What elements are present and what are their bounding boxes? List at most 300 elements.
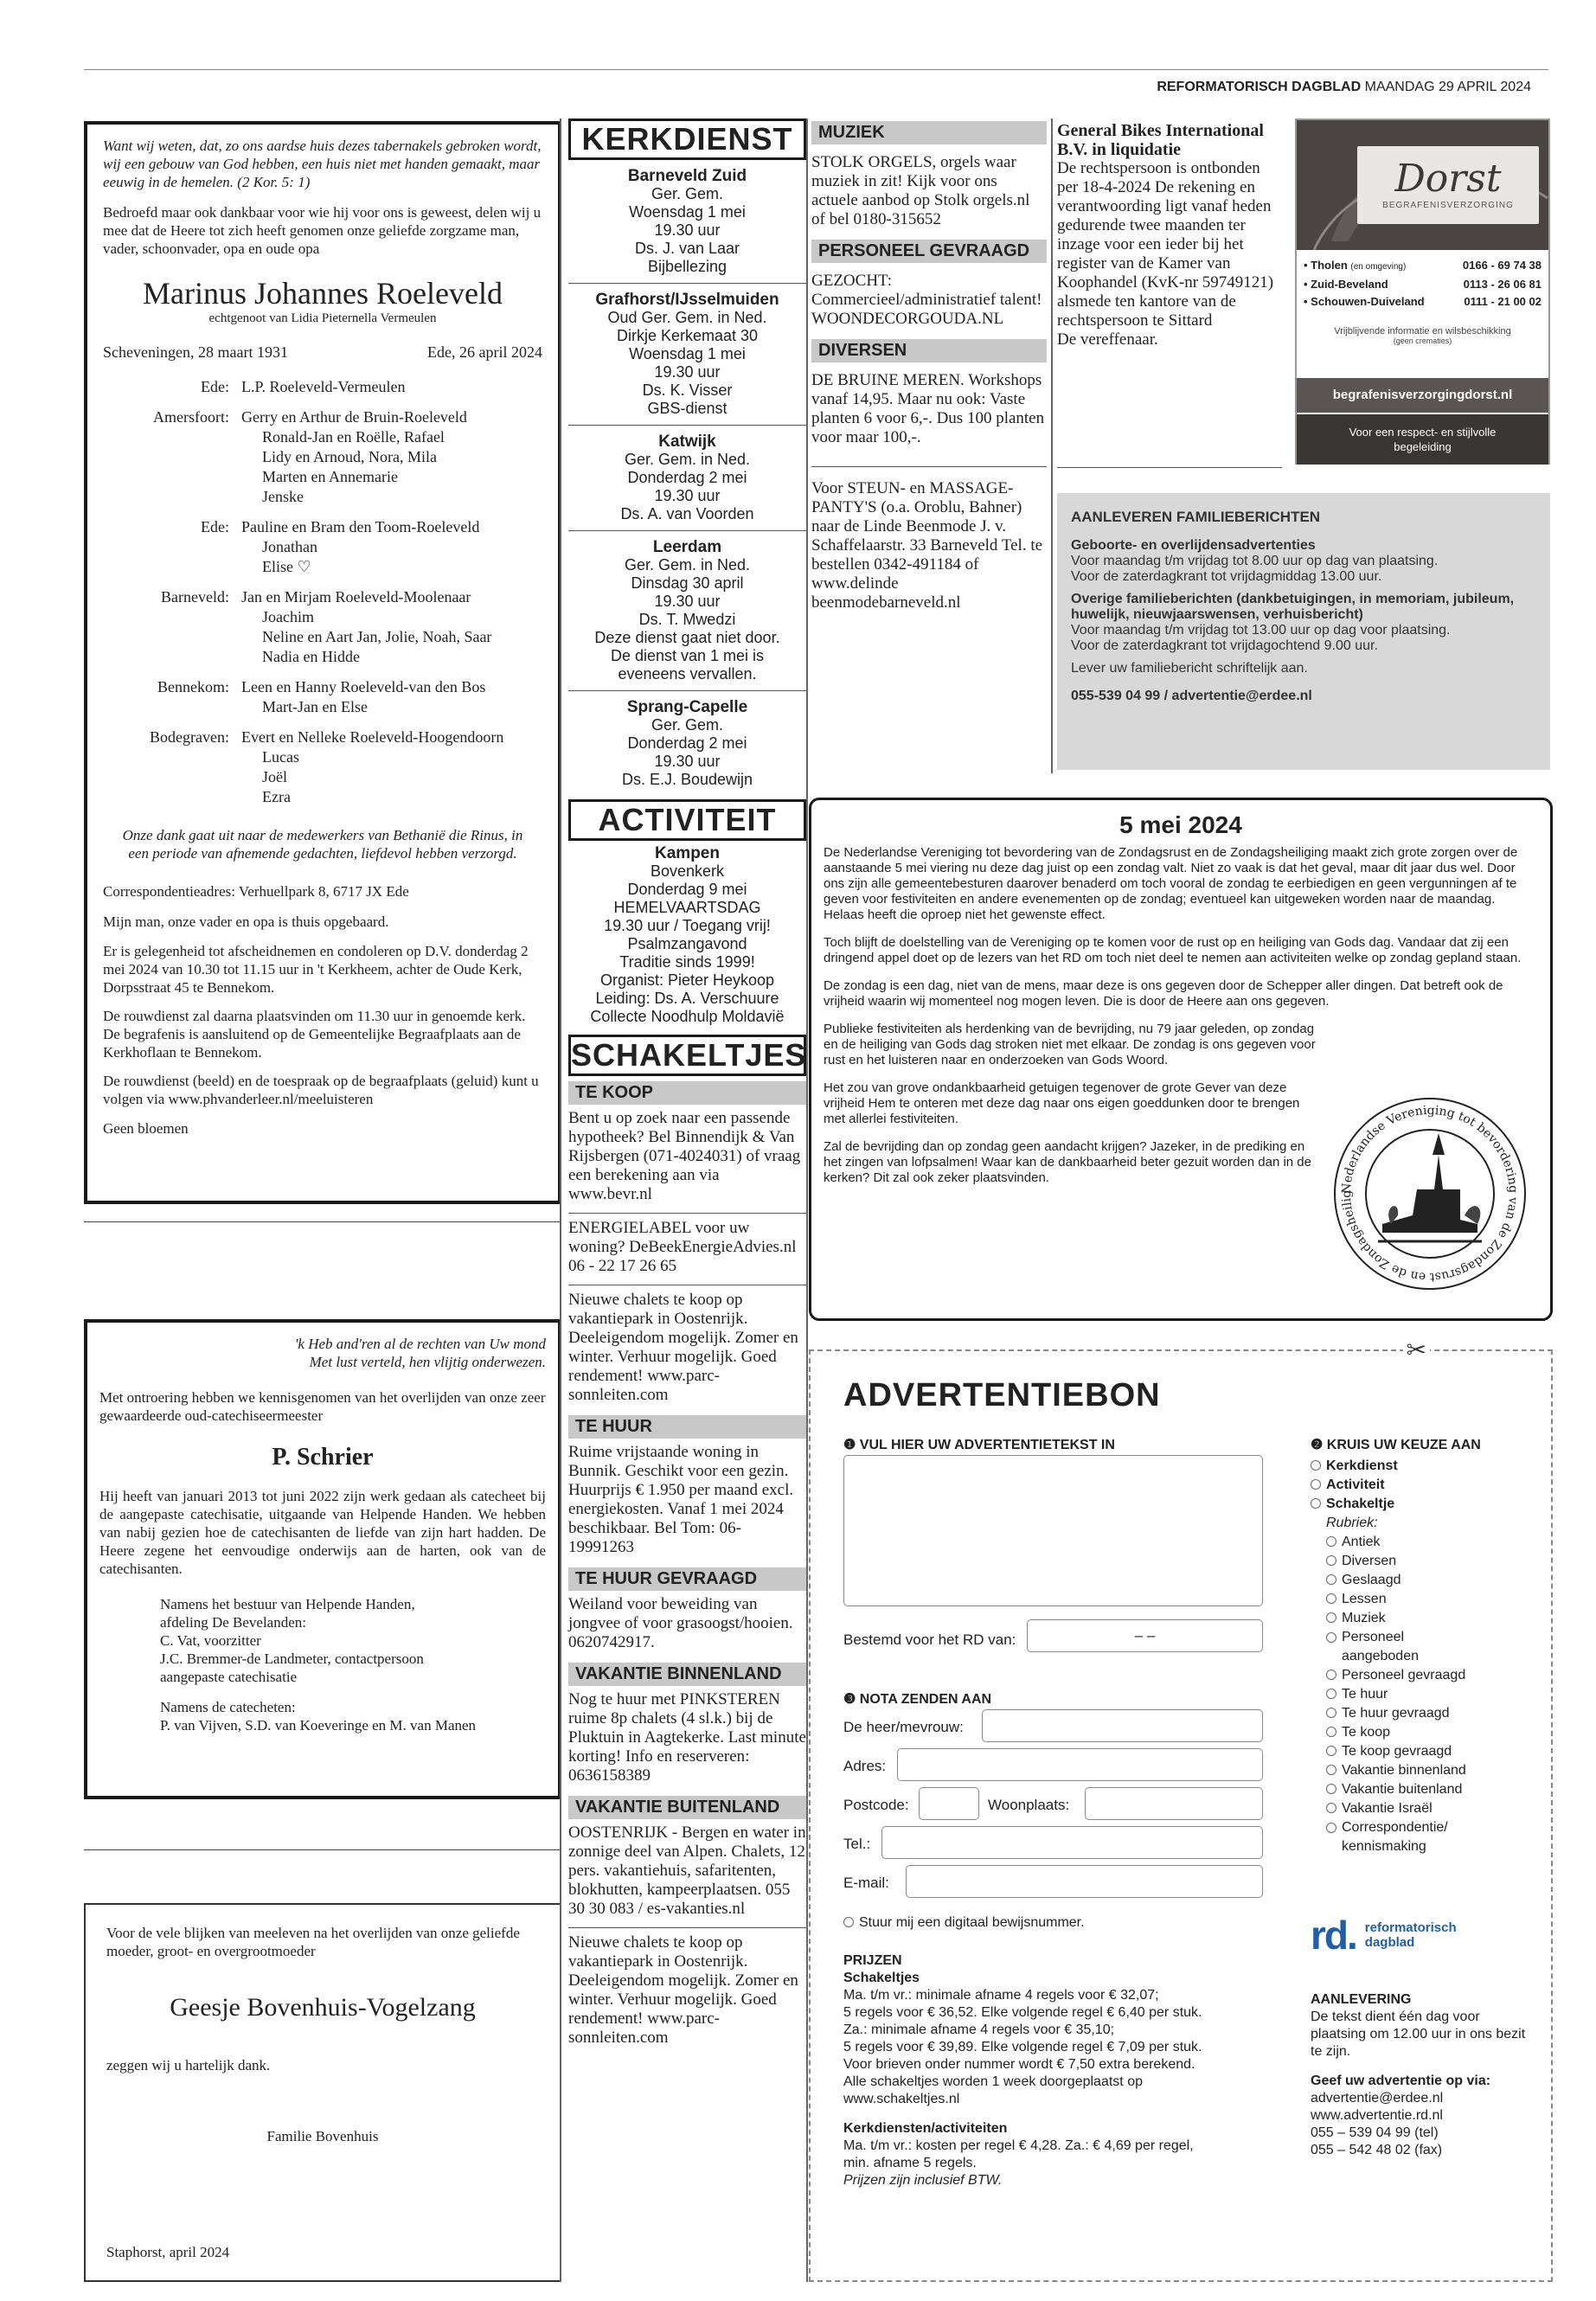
classified-ad: ENERGIELABEL voor uw woning? DeBeekEnergieAdvies.nl 06 - 22 17 26 65 <box>568 1219 797 1275</box>
name-input[interactable] <box>982 1709 1263 1742</box>
radio-icon[interactable] <box>1326 1632 1336 1643</box>
service-line: Ds. A. van Voorden <box>620 505 754 522</box>
rubriek-option[interactable] <box>1326 1590 1544 1609</box>
info-line: (geen crematies) <box>1393 336 1452 345</box>
dorst-ad <box>1295 119 1550 465</box>
rubriek-option[interactable] <box>1326 1609 1544 1628</box>
contact-line: www.advertentie.rd.nl <box>1311 2108 1443 2123</box>
divider <box>84 1221 561 1222</box>
signature-line: Namens het bestuur van Helpende Handen, <box>160 1596 415 1612</box>
phone-row <box>1304 293 1542 311</box>
notice-paragraph: Zal de bevrijding dan op zondag geen aandacht krijgen? Jazeker, in de prediking en het zingen van lofpsalmen! Waar kan de dankbaarheid beter gezuit worden dan in de kerken? Dit zal ook zeker plaatsvinden. <box>824 1139 1311 1185</box>
signature-line: P. van Vijven, S.D. van Koeveringe en M. van Manen <box>160 1717 477 1734</box>
city-input[interactable] <box>1085 1787 1263 1820</box>
option-label: Te koop gevraagd <box>1342 1744 1452 1759</box>
radio-icon[interactable] <box>1326 1536 1336 1547</box>
family-group <box>103 587 542 667</box>
kerkdienst-heading: KERKDIENST <box>568 119 806 160</box>
classified-ad: Nieuwe chalets te koop op vakantiepark in Oostenrijk. Deeleigendom mogelijk. Zomer en winter. Verhuur mogelijk. Goed rendement! www.parc-sonnleiten.com <box>568 1933 798 2047</box>
kerkdienst-block <box>568 426 806 531</box>
prices-subtitle: Kerkdiensten/activiteiten <box>843 2121 1008 2136</box>
category-te-huur-gevraagd: TE HUUR GEVRAAGD <box>568 1567 806 1591</box>
radio-icon[interactable] <box>1326 1555 1336 1566</box>
prices-section <box>843 1952 1293 2189</box>
activiteit-heading: ACTIVITEIT <box>568 799 806 841</box>
service-line: Ger. Gem. in Ned. <box>624 556 751 574</box>
page-header <box>1157 80 1531 95</box>
contact-line: advertentie@erdee.nl <box>1311 2091 1444 2106</box>
condolence-text: Er is gelegenheid tot afscheidnemen en condoleren op D.V. donderdag 2 mei 2024 van 10.30 tot 11.15 uur in 't Kerkheem, achter de Oude Kerk, Dorpsstraat 45 te Bennekom. <box>103 943 529 996</box>
postcode-label: Postcode: <box>843 1797 909 1813</box>
activity-line: 19.30 uur / Toegang vrij! <box>604 917 771 934</box>
service-line: Deze dienst gaat niet door. <box>594 629 780 646</box>
radio-icon[interactable] <box>1311 1498 1321 1509</box>
radio-icon[interactable] <box>1326 1593 1336 1604</box>
company-status: B.V. in liquidatie <box>1057 140 1182 159</box>
info-note: (dankbetuigingen, in memoriam, jubileum, huwelijk, nieuwjaarswensen, verhuisbericht) <box>1071 592 1515 622</box>
category-personeel-gevraagd: PERSONEEL GEVRAAGD <box>811 240 1047 263</box>
activity-line: Organist: Pieter Heykoop <box>599 971 775 989</box>
region: • Schouwen-Duiveland <box>1304 295 1425 308</box>
price-line: Ma. t/m vr.: minimale afname 4 regels voor € 32,07; <box>843 1988 1159 2003</box>
category-te-koop: TE KOOP <box>568 1081 806 1105</box>
service-line: Donderdag 2 mei <box>627 469 747 486</box>
category-vakantie-binnenland: VAKANTIE BINNENLAND <box>568 1663 806 1686</box>
family-member: Joël <box>262 768 287 785</box>
option-label: Personeel gevraagd <box>1342 1668 1466 1682</box>
radio-icon[interactable] <box>843 1917 854 1927</box>
company-name: General Bikes International <box>1057 121 1264 140</box>
rubriek-label: Rubriek: <box>1326 1516 1378 1530</box>
bovenhuis-thanks: zeggen wij u hartelijk dank. <box>106 2057 271 2073</box>
radio-icon[interactable] <box>1326 1784 1336 1794</box>
activity-line: Traditie sinds 1999! <box>619 953 755 971</box>
bovenhuis-intro: Voor de vele blijken van meeleven na het overlijden van onze geliefde moeder, groot- en overgrootmoeder <box>106 1925 520 1959</box>
category-vakantie-buitenland: VAKANTIE BUITENLAND <box>568 1796 806 1819</box>
region: • Zuid-Beveland <box>1304 278 1388 291</box>
flowers-text: Geen bloemen <box>103 1120 189 1137</box>
family-member: Marten en Annemarie <box>262 468 398 485</box>
dorst-logo-area <box>1297 120 1548 250</box>
option-label: Muziek <box>1342 1611 1386 1625</box>
rubriek-option[interactable] <box>1326 1666 1544 1685</box>
classified-ad: Weiland voor beweiding van jongvee of voor grasoogst/hooien. 0620742917. <box>568 1595 793 1651</box>
service-line: Dinsdag 30 april <box>631 574 744 592</box>
issue-date: MAANDAG 29 APRIL 2024 <box>1364 80 1531 94</box>
option-label: Correspondentie/ kennismaking <box>1342 1820 1448 1854</box>
service-line: Donderdag 2 mei <box>627 734 747 752</box>
notice-paragraph: Publieke festiviteiten als herdenking van de bevrijding, nu 79 jaar geleden, op zondag en de heiliging van Gods dag stroken niet met elkaar. De zondag is ons gegeven voor rust en het luisteren naar en onderzoeken van Gods Woord. <box>824 1022 1316 1067</box>
service-line: 19.30 uur <box>654 221 721 239</box>
dorst-subtitle: BEGRAFENISVERZORGING <box>1382 201 1514 210</box>
intro-text: Bedroefd maar ook dankbaar voor wie hij voor ons is geweest, delen wij u mee dat de Heere tot zich heeft genomen onze geliefde zorgzame man, vader, schoonvader, opa en oude opa <box>103 204 542 257</box>
prices-subtitle: Schakeltjes <box>843 1971 920 1985</box>
category-diversen: DIVERSEN <box>811 339 1047 362</box>
activity-line: Psalmzangavond <box>627 935 747 952</box>
bible-quote: Want wij weten, dat, zo ons aardse huis dezes tabernakels gebroken wordt, wij een gebouw van God hebben, een huis niet met handen gemaakt, maar eeuwig in de hemelen. (2 Kor. 5: 1) <box>103 138 542 190</box>
phone-row <box>1304 257 1542 276</box>
divider <box>84 1849 561 1850</box>
radio-icon[interactable] <box>1326 1765 1336 1775</box>
notice-body: De rechtspersoon is ontbonden per 18-4-2024 De rekening en verantwoording ligt vanaf heden gedurende twee maanden ter inzage voor een ieder bij het register van de Kamer van Koophandel (KvK-nr 59749121) alsmede ten kantore van de rechtspersoon te Sittard <box>1057 159 1274 330</box>
service-line: Bijbellezing <box>647 258 727 275</box>
correspondence-address: Correspondentieadres: Verhuellpark 8, 6717 JX Ede <box>103 883 409 900</box>
dorst-slogan: Voor een respect- en stijlvolle begeleiding <box>1297 414 1548 465</box>
service-line: eveneens vervallen. <box>618 665 757 683</box>
service-line: Ds. T. Mwedzi <box>638 611 736 628</box>
roeleveld-notice <box>84 121 561 1204</box>
radio-icon[interactable] <box>1326 1574 1336 1585</box>
service-line: De dienst van 1 mei is <box>610 647 765 664</box>
info-subtitle: Geboorte- en overlijdensadvertenties <box>1071 538 1316 553</box>
radio-icon[interactable] <box>1326 1670 1336 1680</box>
family-member: Gerry en Arthur de Bruin-Roeleveld <box>241 408 467 426</box>
schrier-name: P. Schrier <box>272 1444 374 1471</box>
rubriek-option[interactable] <box>1326 1552 1544 1571</box>
family-members <box>241 407 467 507</box>
info-contact: 055-539 04 99 / advertentie@erdee.nl <box>1071 689 1312 703</box>
signature-line: Namens de catecheten: <box>160 1699 296 1715</box>
schrier-intro: Met ontroering hebben we kennisgenomen van het overlijden van onze zeer gewaardeerde oud-catechiseermeester <box>99 1389 546 1424</box>
option-label: Te koop <box>1342 1725 1391 1740</box>
radio-icon[interactable] <box>1311 1460 1321 1471</box>
family-place: Barneveld: <box>161 588 229 606</box>
dates-row <box>103 343 542 362</box>
option-label: Te huur gevraagd <box>1342 1706 1450 1721</box>
info-subtitle-2 <box>1071 592 1536 623</box>
address-label: Adres: <box>843 1758 887 1774</box>
phone-label: Tel.: <box>843 1836 871 1852</box>
date-separator: – – <box>1134 1627 1156 1644</box>
schrier-signatures <box>99 1595 546 1734</box>
col3-border-right <box>1051 119 1053 773</box>
service-line: Oud Ger. Gem. in Ned. <box>607 309 767 326</box>
classified-ad: Ruime vrijstaande woning in Bunnik. Geschikt voor een gezin. Huurprijs € 1.950 per maand excl. energiekosten. Vanaf 1 mei 2024 beschikbaar. Bel Tom: 06-19991263 <box>568 1443 794 1556</box>
phone-input[interactable] <box>881 1826 1263 1859</box>
service-line: Dirkje Kerkemaat 30 <box>616 327 759 344</box>
phone: 0113 - 26 06 81 <box>1463 278 1542 291</box>
family-member: Ezra <box>262 788 291 805</box>
ad-divider <box>568 1213 806 1214</box>
family-place: Bennekom: <box>157 678 229 695</box>
rubriek-option[interactable] <box>1326 1685 1544 1704</box>
classified-ad: GEZOCHT: Commercieel/administratief talent! WOONDECORGOUDA.NL <box>811 272 1042 328</box>
service-line: 19.30 uur <box>654 363 721 381</box>
seal-text: Nederlandse Vereniging tot bevordering van de Zondagsrust en de Zondagsheilig <box>1339 1103 1521 1285</box>
thanks-text: Onze dank gaat uit naar de medewerkers van Bethanië die Rinus, in een periode van afnemende gedachten, liefdevol hebben verzorgd. <box>122 827 523 862</box>
service-line: Ger. Gem. in Ned. <box>624 451 751 468</box>
liquidation-notice <box>1057 121 1282 349</box>
city-label: Woonplaats: <box>988 1797 1070 1813</box>
rd-logo <box>1311 1912 1457 1958</box>
ad-divider <box>811 466 1047 467</box>
church-place: Barneveld Zuid <box>627 167 747 185</box>
classified-ad: Nog te huur met PINKSTEREN ruime 8p chalets (4 sl.k.) bij de Pluktuin in Aagtekerke. Last minute korting! Info en reserveren: 0636158389 <box>568 1690 806 1785</box>
church-place: Leerdam <box>652 538 722 556</box>
kerkdienst-block <box>568 531 806 691</box>
service-line: Woensdag 1 mei <box>629 345 746 362</box>
radio-icon[interactable] <box>1326 1746 1336 1756</box>
family-member: Lucas <box>262 748 299 766</box>
email-input[interactable] <box>906 1865 1263 1898</box>
ad-text-input[interactable] <box>843 1455 1263 1606</box>
kerkdienst-column <box>568 119 806 2053</box>
region: • Tholen <box>1304 259 1348 272</box>
family-member: Jan en Mirjam Roeleveld-Moolenaar <box>241 588 471 606</box>
info-line: Voor maandag t/m vrijdag tot 13.00 uur op dag voor plaatsing. <box>1071 623 1451 638</box>
rd-name: reformatorisch <box>1364 1920 1457 1935</box>
option-label: Lessen <box>1342 1592 1387 1606</box>
family-group <box>103 407 542 507</box>
family-member: Jonathan <box>262 538 317 555</box>
option-label: Te huur <box>1342 1687 1388 1702</box>
rubriek-option[interactable] <box>1326 1628 1544 1666</box>
svg-text:Nederlandse Vereniging tot bev <box>1330 1094 1520 1284</box>
date-input[interactable] <box>1027 1619 1263 1652</box>
price-line: Alle schakeltjes worden 1 week doorgeplaatst op <box>843 2074 1143 2089</box>
name-label: De heer/mevrouw: <box>843 1719 964 1735</box>
service-text: De rouwdienst zal daarna plaatsvinden om 11.30 uur in genoemde kerk. De begrafenis is aansluitend op de Gemeentelijke Begraafplaats aan de Kerkhoflaan te Bennekom. <box>103 1008 526 1061</box>
phone: 0166 - 69 74 38 <box>1462 259 1542 272</box>
spouse-line: echtgenoot van Lidia Pieternella Vermeulen <box>208 311 437 325</box>
aanlevering-title: AANLEVERING <box>1311 1992 1412 2007</box>
step3-label: ❸ NOTA ZENDEN AAN <box>843 1692 992 1707</box>
postcode-input[interactable] <box>919 1787 979 1820</box>
service-line: GBS-dienst <box>647 400 727 417</box>
service-line: 19.30 uur <box>654 593 721 610</box>
price-line: Ma. t/m vr.: kosten per regel € 4,28. Za.: € 4,69 per regel, <box>843 2138 1194 2153</box>
rd-logo-mark: rd. <box>1311 1913 1356 1958</box>
family-place: Ede: <box>201 518 229 535</box>
dorst-logo: Dorst <box>1394 157 1502 201</box>
seal-icon <box>1330 1094 1529 1293</box>
classified-ad: Bent u op zoek naar een passende hypotheek? Bel Binnendijk & Van Rijsbergen (071-4024031) of vraag een berekening aan via www.bevr.nl <box>568 1109 801 1203</box>
price-line: www.schakeltjes.nl <box>843 2092 960 2106</box>
price-line: Za.: minimale afname 4 regels voor € 35,10; <box>843 2022 1115 2037</box>
family-members <box>241 517 479 577</box>
rubriek-options <box>1311 1533 1544 1856</box>
kerkdienst-block <box>568 284 806 426</box>
signature-line: C. Vat, voorzitter <box>160 1632 261 1649</box>
info-line: Vrijblijvende informatie en wilsbeschikking <box>1334 326 1511 336</box>
schakeltjes-heading: SCHAKELTJES <box>568 1035 806 1076</box>
family-member: Mart-Jan en Else <box>262 698 368 715</box>
classified-ad: DE BRUINE MEREN. Workshops vanaf 14,95. Maar nu ook: Vaste planten 6 voor 6,-. Dus 100 planten voor maar 100,-. <box>811 371 1045 446</box>
top-rule <box>84 69 1548 70</box>
service-line: Woensdag 1 mei <box>629 203 746 221</box>
step2-section <box>1311 1436 1544 1856</box>
dorst-info <box>1297 326 1548 345</box>
service-line: Ds. E.J. Boudewijn <box>621 771 753 788</box>
signature-line: J.C. Bremmer-de Landmeter, contactpersoon <box>160 1650 424 1667</box>
notice-paragraph: De Nederlandse Vereniging tot bevordering van de Zondagsrust en de Zondagsheiliging maakt zich grote zorgen over de aanstaande 5 mei viering nu deze dag juist op een zondag valt. Niet zo vaak is dat het geval, maar dit jaar dus wel. Door ons zijn alle gemeentebesturen daarover benaderd om toch vooral de zondag te eerbiedigen en geen vergunningen af te geven voor festiviteiten en andere evenementen op de zondag; eventueel kan uitgeweken worden naar de maandag. Helaas heeft die oproep niet het gewenste effect. <box>824 845 1518 922</box>
notice-paragraph: Het zou van grove ondankbaarheid getuigen tegenover de grote Gever van deze vrijheid Hem te onteren met deze dag naar ons eigen goeddunken door te brengen met allerlei festiviteiten. <box>824 1080 1300 1126</box>
service-line: Ds. J. van Laar <box>634 240 740 257</box>
death-line: Ede, 26 april 2024 <box>427 343 542 361</box>
stream-text: De rouwdienst (beeld) en de toespraak op de begraafplaats (geluid) kunt u volgen via www.phvanderleer.nl/meeluisteren <box>103 1073 539 1107</box>
info-line: Voor maandag t/m vrijdag tot 8.00 uur op dag van plaatsing. <box>1071 554 1439 568</box>
rd-name: dagblad <box>1364 1935 1415 1950</box>
psalm-quote-2: Met lust verteld, hen vlijtig onderwezen. <box>309 1354 546 1370</box>
choice-label: Schakeltje <box>1326 1497 1395 1511</box>
family-member: Neline en Aart Jan, Jolie, Noah, Saar <box>262 628 492 645</box>
choice-label: Activiteit <box>1326 1477 1385 1492</box>
activiteit-block <box>568 841 806 1033</box>
price-line: Voor brieven onder nummer wordt € 7,50 extra berekend. <box>843 2057 1195 2072</box>
radio-icon[interactable] <box>1326 1727 1336 1737</box>
kerkdienst-block <box>568 691 806 796</box>
notice-sign: De vereffenaar. <box>1057 330 1158 349</box>
info-title: AANLEVEREN FAMILIEBERICHTEN <box>1071 509 1321 525</box>
dorst-phones <box>1297 250 1548 311</box>
bestemd-label: Bestemd voor het RD van: <box>843 1631 1016 1648</box>
contact-line: 055 – 539 04 99 (tel) <box>1311 2125 1439 2140</box>
choice-activiteit[interactable] <box>1311 1476 1544 1495</box>
col2-border-right <box>806 119 808 2282</box>
option-label: Personeel aangeboden <box>1342 1630 1419 1663</box>
five-may-notice <box>809 798 1553 1321</box>
bon-title: ADVERTENTIEBON <box>843 1377 1161 1413</box>
family-members <box>241 677 485 717</box>
family-member: Jenske <box>262 488 304 505</box>
family-place: Amersfoort: <box>153 408 229 426</box>
radio-icon[interactable] <box>1326 1689 1336 1699</box>
church-place: Sprang-Capelle <box>626 698 748 716</box>
radio-icon[interactable] <box>1311 1479 1321 1490</box>
service-line: Ds. K. Visser <box>642 381 733 399</box>
signature-line: aangepaste catechisatie <box>160 1669 298 1685</box>
contact-title: Geef uw advertentie op via: <box>1311 2073 1491 2088</box>
ad-divider <box>568 1927 806 1928</box>
family-member: Elise ♡ <box>262 558 311 575</box>
rubriek-option[interactable] <box>1326 1704 1544 1723</box>
family-group <box>103 677 542 717</box>
price-line: min. afname 5 regels. <box>843 2156 977 2170</box>
home-text: Mijn man, onze vader en opa is thuis opgebaard. <box>103 913 389 930</box>
aanlevering-text: De tekst dient één dag voor plaatsing om 12.00 uur in ons bezit te zijn. <box>1311 2009 1526 2059</box>
activity-place: Kampen <box>655 844 720 862</box>
region-note: (en omgeving) <box>1350 262 1407 272</box>
classified-ad: Voor STEUN- en MASSAGE-PANTY'S (o.a. Oroblu, Bahner) naar de Linde Beenmode J. v. Schaffelaarstr. 33 Barneveld Tel. te bestellen 0342-491184 of www.delinde beenmodebarneveld.nl <box>811 479 1043 612</box>
rubriek-option[interactable] <box>1326 1799 1544 1818</box>
service-line: 19.30 uur <box>654 487 721 504</box>
phone-row <box>1304 276 1542 293</box>
schrier-notice <box>84 1319 561 1799</box>
classified-ad: OOSTENRIJK - Bergen en water in zonnige deel van Alpen. Chalets, 12 pers. vakantiehuis, safaritenten, blokhutten, kampeerplaatsen. 055 30 30 083 / es-vakanties.nl <box>568 1823 806 1918</box>
rubriek-option[interactable] <box>1326 1761 1544 1780</box>
option-label: Diversen <box>1342 1554 1397 1568</box>
schrier-body: Hij heeft van januari 2013 tot juni 2022 zijn werk gedaan als catecheet bij de aangepaste catechisatie, uitgaande van Helpende Handen. We hebben van nabij gezien hoe de catechisanten de liefde van zijn hart hadden. De Heere zegene het eenvoudige onderwijs aan de harten, ook van de catechisanten. <box>99 1488 546 1577</box>
choice-label: Kerkdienst <box>1326 1458 1398 1473</box>
liquidation-divider <box>1057 467 1282 468</box>
choice-kerkdienst[interactable] <box>1311 1457 1544 1476</box>
family-members <box>241 377 405 397</box>
family-place: Bodegraven: <box>150 728 229 746</box>
info-subtitle: Overige familieberichten <box>1071 592 1233 606</box>
service-line: Ger. Gem. <box>651 716 724 734</box>
prices-title: PRIJZEN <box>843 1953 902 1968</box>
aanlevering-section <box>1311 1991 1535 2159</box>
rd-logo-text <box>1365 1920 1457 1950</box>
birth-line: Scheveningen, 28 maart 1931 <box>103 343 288 361</box>
notice-title: 5 mei 2024 <box>1119 811 1242 838</box>
paper-name: REFORMATORISCH DAGBLAD <box>1157 80 1362 94</box>
email-label: E-mail: <box>843 1875 889 1891</box>
radio-icon[interactable] <box>1326 1803 1336 1813</box>
kerkdienst-block <box>568 160 806 284</box>
vereniging-seal <box>1330 1094 1529 1293</box>
psalm-quote-1: 'k Heb and'ren al de rechten van Uw mond <box>294 1336 546 1352</box>
notice-paragraph: De zondag is een dag, niet van de mens, maar deze is ons gegeven door de Schepper aller dingen. Dat betreft ook de vrijheid waarin wij momenteel nog mogen leven. Die is door de Heere aan ons gegeven. <box>824 978 1503 1009</box>
family-group <box>103 377 542 397</box>
rubriek-option[interactable] <box>1326 1742 1544 1761</box>
price-line: 5 regels voor € 36,52. Elke volgende regel € 6,40 per stuk. <box>843 2005 1202 2020</box>
info-line: Voor de zaterdagkrant tot vrijdagochtend 9.00 uur. <box>1071 638 1378 653</box>
familieberichten-info <box>1057 493 1550 770</box>
classifieds-column-3 <box>811 121 1047 625</box>
rubriek-option[interactable] <box>1326 1533 1544 1552</box>
step1-label: ❶ VUL HIER UW ADVERTENTIETEKST IN <box>843 1438 1115 1452</box>
activity-line: Donderdag 9 mei <box>627 881 747 898</box>
radio-icon[interactable] <box>1326 1823 1336 1833</box>
church-place: Grafhorst/IJsselmuiden <box>595 291 779 309</box>
choice-schakeltje[interactable] <box>1311 1495 1544 1514</box>
price-note: Prijzen zijn inclusief BTW. <box>843 2173 1003 2188</box>
activity-line: Leiding: Ds. A. Verschuure <box>595 990 779 1007</box>
family-member: Ronald-Jan en Roëlle, Rafael <box>262 428 445 445</box>
family-members <box>241 587 491 667</box>
family-group <box>103 727 542 807</box>
bovenhuis-family: Familie Bovenhuis <box>266 2128 379 2144</box>
address-input[interactable] <box>897 1748 1263 1781</box>
family-member: Nadia en Hidde <box>262 648 360 665</box>
category-te-huur: TE HUUR <box>568 1415 806 1439</box>
service-line: 19.30 uur <box>654 753 721 770</box>
service-line: Ger. Gem. <box>651 185 724 202</box>
rubriek-option[interactable] <box>1326 1780 1544 1799</box>
family-member: Pauline en Bram den Toom-Roeleveld <box>241 518 480 535</box>
activity-line: Bovenkerk <box>650 862 725 880</box>
option-label: Antiek <box>1342 1535 1381 1549</box>
family-member: Joachim <box>262 608 314 625</box>
family-member: Leen en Hanny Roeleveld-van den Bos <box>241 678 486 695</box>
info-line: Lever uw familiebericht schriftelijk aan. <box>1071 661 1308 676</box>
advertentiebon <box>809 1336 1553 2282</box>
rubriek-option[interactable] <box>1326 1723 1544 1742</box>
bovenhuis-name: Geesje Bovenhuis-Vogelzang <box>170 1993 476 2022</box>
option-label: Geslaagd <box>1342 1573 1401 1587</box>
rubriek-option[interactable] <box>1326 1571 1544 1590</box>
category-muziek: MUZIEK <box>811 121 1047 144</box>
scissors-icon: ✂ <box>1403 1336 1430 1364</box>
radio-icon[interactable] <box>1326 1612 1336 1623</box>
phone: 0111 - 21 00 02 <box>1464 295 1542 308</box>
rubriek-option[interactable] <box>1326 1818 1544 1856</box>
contact-line: 055 – 542 48 02 (fax) <box>1311 2143 1443 2157</box>
option-label: Vakantie Israël <box>1342 1801 1433 1816</box>
family-member: Evert en Nelleke Roeleveld-Hoogendoorn <box>241 728 504 746</box>
classified-ad: STOLK ORGELS, orgels waar muziek in zit! Kijk voor ons actuele aanbod op Stolk orgels.nl of bel 0180-315652 <box>811 153 1030 228</box>
price-line: 5 regels voor € 39,89. Elke volgende regel € 7,09 per stuk. <box>843 2040 1202 2054</box>
family-list <box>103 377 542 807</box>
step2-label: ❷ KRUIS UW KEUZE AAN <box>1311 1438 1481 1452</box>
radio-icon[interactable] <box>1326 1708 1336 1718</box>
option-label: Vakantie buitenland <box>1342 1782 1463 1797</box>
dorst-site: begrafenisverzorgingdorst.nl <box>1297 378 1548 413</box>
family-member: L.P. Roeleveld-Vermeulen <box>241 378 406 395</box>
family-place: Ede: <box>201 378 229 395</box>
digital-proof-option[interactable] <box>843 1915 1085 1931</box>
